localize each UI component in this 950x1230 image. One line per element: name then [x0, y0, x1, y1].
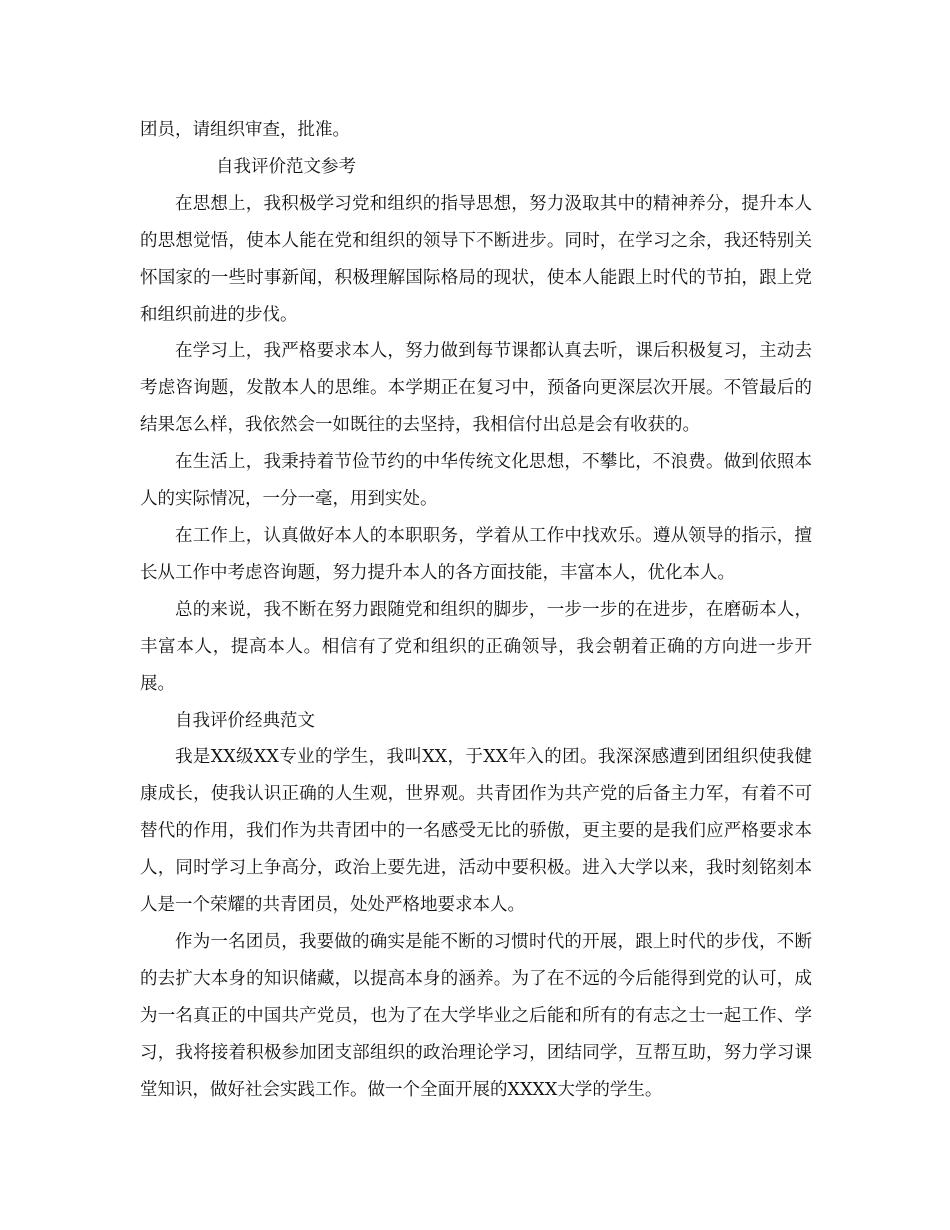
paragraph-thought: 在思想上，我积极学习党和组织的指导思想，努力汲取其中的精神养分，提升本人的思想觉悟，使本人能在党和组织的领导下不断进步。同时，在学习之余，我还特别关怀国家的一些时事新闻，积极理解国际格局的现状，使本人能跟上时代的节拍，跟上党和组织前进的步伐。	[140, 193, 812, 325]
paragraph-life: 在生活上，我秉持着节俭节约的中华传统文化思想，不攀比，不浪费。做到依照本人的实际情况，一分一毫，用到实处。	[140, 452, 812, 510]
paragraph-study: 在学习上，我严格要求本人，努力做到每节课都认真去听，课后积极复习，主动去考虑咨询题，发散本人的思维。本学期正在复习中，预备向更深层次开展。不管最后的结果怎么样，我依然会一如既往的去坚持，我相信付出总是会有收获的。	[140, 341, 812, 436]
paragraph-work: 在工作上，认真做好本人的本职职务，学着从工作中找欢乐。遵从领导的指示，擅长从工作中考虑咨询题，努力提升本人的各方面技能，丰富本人，优化本人。	[140, 525, 812, 583]
paragraph-summary: 总的来说，我不断在努力跟随党和组织的脚步，一步一步的在进步，在磨砺本人，丰富本人，提高本人。相信有了党和组织的正确领导，我会朝着正确的方向进一步开展。	[140, 599, 812, 694]
document-page	[140, 112, 812, 1108]
heading-self-evaluation-reference: 自我评价范文参考	[216, 156, 356, 177]
heading-self-evaluation-classic: 自我评价经典范文	[175, 710, 315, 731]
paragraph-member-goals: 作为一名团员，我要做的确实是能不断的习惯时代的开展，跟上时代的步伐，不断的去扩大本身的知识储藏，以提高本身的涵养。为了在不远的今后能得到党的认可，成为一名真正的中国共产党员，也为了在大学毕业之后能和所有的有志之士一起工作、学习，我将接着积极参加团支部组织的政治理论学习，团结同学，互帮互助，努力学习课堂知识，做好社会实践工作。做一个全面开展的XXXX大学的学生。	[140, 931, 812, 1100]
paragraph-introduction: 我是XX级XX专业的学生，我叫XX，于XX年入的团。我深深感遭到团组织使我健康成长，使我认识正确的人生观，世界观。共青团作为共产党的后备主力军，有着不可替代的作用，我们作为共青团中的一名感受无比的骄傲，更主要的是我们应严格要求本人，同时学习上争高分，政治上要先进，活动中要积极。进入大学以来，我时刻铭刻本人是一个荣耀的共青团员，处处严格地要求本人。	[140, 747, 812, 916]
opening-line: 团员，请组织审查，批准。	[140, 120, 350, 140]
